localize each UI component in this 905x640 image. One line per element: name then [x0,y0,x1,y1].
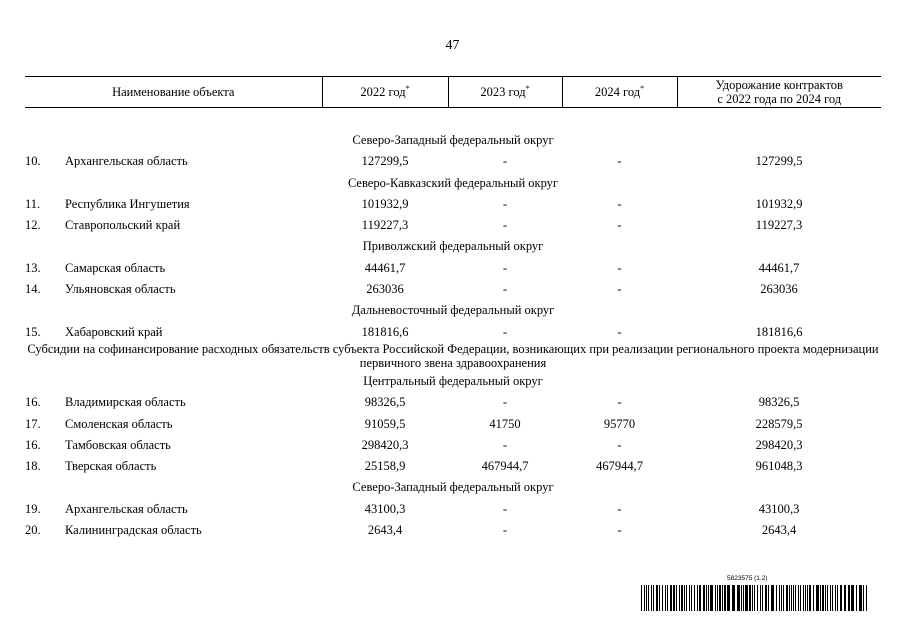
barcode-bar [822,585,824,611]
object-name: Хабаровский край [65,324,163,339]
barcode-bar [765,585,767,611]
barcode-bar [807,585,808,611]
barcode-bar [659,585,660,611]
barcode-bar [732,585,735,611]
value-2024: - [617,218,622,233]
barcode-bar [793,585,794,611]
value-cost-increase: 119227,3 [755,218,803,233]
district-heading-row [25,172,881,193]
barcode-bar [863,585,864,611]
barcode-bar [670,585,672,611]
object-name: Архангельская область [65,501,188,516]
table-row [25,321,881,342]
row-number: 10. [25,154,41,169]
barcode-label: 5823575 (1.2) [727,575,768,582]
barcode-bar [749,585,751,611]
table-row [25,434,881,455]
barcode-bar [694,585,695,611]
barcode-bar [835,585,836,611]
barcode-bar [717,585,718,611]
barcode-bar [646,585,647,611]
barcode-bar [699,585,701,611]
district-heading: Северо-Западный федеральный округ [352,132,554,147]
table-row [25,278,881,299]
value-cost-increase: 298420,3 [755,437,803,452]
object-name: Калининградская область [65,522,202,537]
barcode-bar [667,585,668,611]
barcode-bar [641,585,642,611]
barcode-bar [745,585,748,611]
table-row [25,519,881,540]
barcode-bar [791,585,792,611]
value-cost-increase: 44461,7 [758,260,800,275]
value-cost-increase: 228579,5 [755,416,803,431]
value-2024: - [617,324,622,339]
barcode-bar [662,585,663,611]
barcode-bar [651,585,652,611]
barcode-bar [859,585,862,611]
spacer-row [25,108,881,130]
object-name: Ульяновская область [65,282,176,297]
district-heading-row [25,129,881,150]
barcode-bar [681,585,683,611]
table-row [25,498,881,519]
table-row [25,193,881,214]
row-number: 20. [25,522,41,537]
table-row [25,392,881,413]
barcode-bar [724,585,726,611]
header-cost-increase: Удорожание контрактов с 2022 года по 2024 год [677,77,881,108]
value-2022: 2643,4 [367,522,403,537]
district-heading: Северо-Западный федеральный округ [352,480,554,495]
barcode-bar [653,585,654,611]
barcode-bar [691,585,692,611]
row-number: 15. [25,324,41,339]
district-heading: Приволжский федеральный округ [362,239,544,254]
district-heading: Северо-Кавказский федеральный округ [347,175,559,190]
barcode-bars [641,585,871,611]
row-number: 14. [25,282,41,297]
value-2023: 41750 [489,416,521,431]
value-2024: - [617,260,622,275]
barcode-bar [813,585,814,611]
barcode-bar [719,585,721,611]
row-number: 16. [25,395,41,410]
barcode-bar [779,585,780,611]
barcode-bar [820,585,821,611]
district-heading: Дальневосточный федеральный округ [351,303,555,318]
value-2022: 25158,9 [364,459,406,474]
barcode-bar [809,585,811,611]
barcode-bar [757,585,758,611]
object-name: Ставропольский край [65,218,181,233]
footnote-mark: * [640,83,645,93]
row-number: 18. [25,459,41,474]
barcode-bar [673,585,675,611]
value-cost-increase: 961048,3 [755,459,803,474]
barcode-bar [832,585,833,611]
barcode-bar [795,585,796,611]
barcode-bar [848,585,850,611]
row-number: 17. [25,416,41,431]
table-row [25,257,881,278]
value-2022: 127299,5 [361,154,409,169]
value-2024: - [617,196,622,211]
value-2024: 467944,7 [596,459,643,474]
objects-cost-table [25,76,881,541]
barcode-bar [754,585,755,611]
value-cost-increase: 2643,4 [761,522,797,537]
barcode-bar [776,585,777,611]
barcode-bar [844,585,846,611]
barcode-bar [689,585,690,611]
value-2023: - [502,395,508,410]
value-2024: - [617,522,622,537]
barcode-bar [783,585,784,611]
section-heading: Субсидии на софинансирование расходных обязательств субъекта Российской Федерации, возникающих при реализации регионального проекта модернизации первичного звена здравоохранения [27,342,879,371]
district-heading: Центральный федеральный округ [363,373,543,388]
object-name: Республика Ингушетия [65,196,190,211]
barcode-bar [781,585,782,611]
barcode-bar [665,585,666,611]
district-heading-row [25,370,881,391]
value-cost-increase: 263036 [760,282,798,297]
barcode-bar [656,585,658,611]
table-body [25,108,881,541]
district-heading-row [25,300,881,321]
barcode-bar [648,585,649,611]
value-2023: - [502,218,508,233]
footnote-mark: * [525,83,530,93]
barcode-bar [825,585,826,611]
object-name: Тамбовская область [65,437,171,452]
header-2023: 2023 год* [448,77,562,108]
barcode-bar [752,585,753,611]
barcode-bar [644,585,645,611]
barcode-bar [805,585,806,611]
barcode-bar [827,585,828,611]
value-2023: - [502,522,508,537]
barcode-bar [679,585,680,611]
row-number: 19. [25,501,41,516]
row-number: 11. [25,196,41,211]
value-cost-increase: 181816,6 [755,324,803,339]
barcode-bar [803,585,804,611]
barcode [641,575,871,615]
barcode-bar [856,585,857,611]
table-row [25,455,881,476]
value-2022: 101932,9 [361,196,409,211]
barcode-bar [686,585,687,611]
barcode-bar [676,585,677,611]
table-row [25,214,881,235]
barcode-bar [789,585,790,611]
value-2023: - [502,501,508,516]
barcode-bar [708,585,709,611]
header-object-name: Наименование объекта [25,77,322,108]
value-2024: - [617,501,622,516]
footnote-mark: * [405,83,410,93]
barcode-bar [684,585,685,611]
value-2024: - [617,154,622,169]
table-header [25,77,881,108]
table-row [25,151,881,172]
value-2023: - [502,324,508,339]
value-2023: - [502,282,508,297]
value-cost-increase: 98326,5 [758,395,800,410]
value-2023: - [502,154,508,169]
barcode-bar [837,585,838,611]
value-2022: 91059,5 [364,416,406,431]
barcode-bar [741,585,742,611]
value-2022: 298420,3 [361,437,409,452]
value-2023: - [502,437,508,452]
value-2022: 43100,3 [364,501,406,516]
value-2022: 44461,7 [364,260,406,275]
value-cost-increase: 43100,3 [758,501,800,516]
row-number: 12. [25,218,41,233]
object-name: Владимирская область [65,395,186,410]
value-2024: - [617,282,622,297]
barcode-bar [866,585,867,611]
barcode-bar [722,585,723,611]
barcode-bar [727,585,730,611]
barcode-bar [715,585,716,611]
barcode-bar [851,585,854,611]
value-2024: 95770 [603,416,636,431]
page-number: 47 [445,38,460,53]
section-heading-row [25,342,881,370]
barcode-bar [840,585,842,611]
value-2022: 181816,6 [361,324,409,339]
header-2022: 2022 год* [322,77,448,108]
value-2023: - [502,196,508,211]
value-2024: - [617,437,622,452]
barcode-bar [768,585,769,611]
barcode-bar [762,585,763,611]
district-heading-row [25,477,881,498]
value-2024: - [617,395,622,410]
barcode-bar [737,585,740,611]
barcode-bar [710,585,713,611]
barcode-bar [760,585,761,611]
row-number: 13. [25,260,41,275]
value-2023: - [502,260,508,275]
value-cost-increase: 127299,5 [755,154,803,169]
barcode-bar [771,585,774,611]
row-number: 16. [25,437,41,452]
value-2022: 119227,3 [361,218,409,233]
object-name: Самарская область [65,260,166,275]
barcode-bar [798,585,799,611]
barcode-bar [706,585,707,611]
barcode-bar [816,585,819,611]
barcode-bar [743,585,744,611]
value-2022: 98326,5 [364,395,406,410]
barcode-bar [697,585,698,611]
barcode-bar [800,585,801,611]
barcode-bar [830,585,831,611]
value-2023: 467944,7 [481,459,529,474]
value-cost-increase: 101932,9 [755,196,803,211]
object-name: Тверская область [65,459,157,474]
value-2022: 263036 [366,282,404,297]
object-name: Архангельская область [65,154,188,169]
table-row [25,413,881,434]
barcode-bar [703,585,705,611]
header-2024: 2024 год* [562,77,677,108]
object-name: Смоленская область [65,416,173,431]
barcode-bar [786,585,788,611]
district-heading-row [25,236,881,257]
